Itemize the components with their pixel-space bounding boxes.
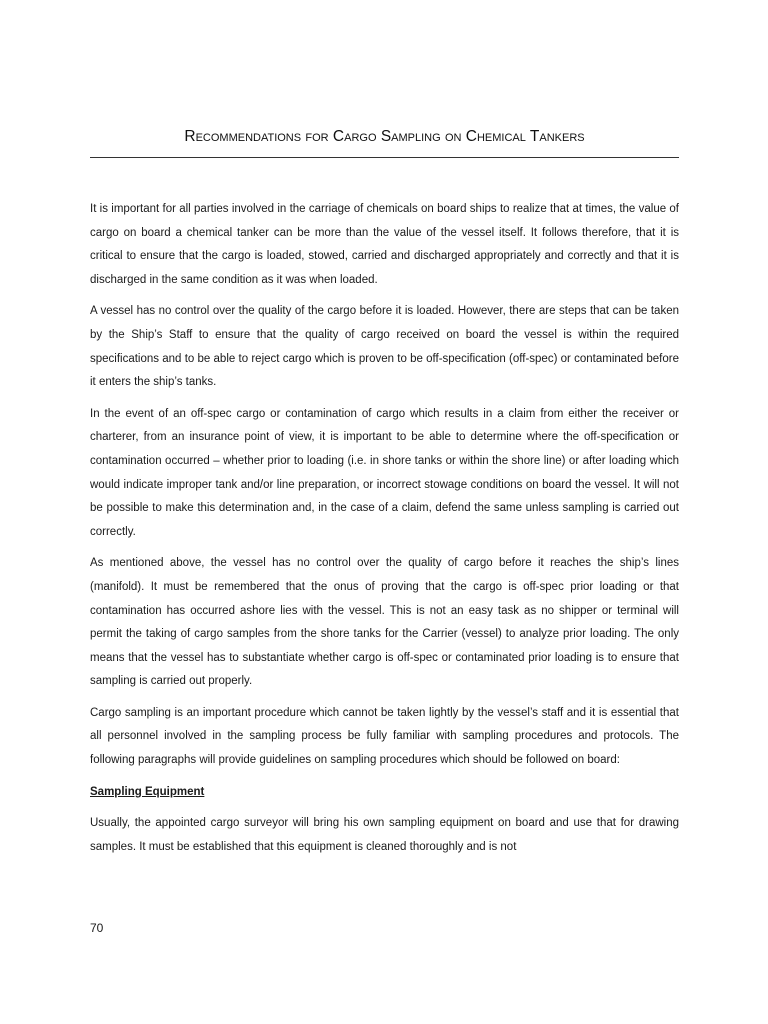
title-divider	[90, 157, 679, 158]
page-title: Recommendations for Cargo Sampling on Chemical Tankers	[184, 128, 585, 145]
paragraph-manifold: As mentioned above, the vessel has no control over the quality of cargo before it reaches the ship’s lines (manifold). It must be remembered that the onus of proving that the cargo is off-spec prior loading or that contamination has occurred ashore lies with the vessel. This is not an easy task as no shipper or terminal will permit the taking of cargo samples from the shore tanks for the Carrier (vessel) to analyze prior loading. The only means that the vessel has to substantiate whether cargo is off-spec or contaminated prior loading is to ensure that sampling is carried out properly.	[90, 557, 679, 688]
paragraph-intro: It is important for all parties involved in the carriage of chemicals on board ships to realize that at times, the value of cargo on board a chemical tanker can be more than the value of the vessel itself. It follows therefore, that it is critical to ensure that the cargo is loaded, stowed, carried and discharged appropriately and correctly and that it is discharged in the same condition as it was when loaded.	[90, 203, 679, 286]
paragraph-claims: In the event of an off-spec cargo or contamination of cargo which results in a claim from either the receiver or charterer, from an insurance point of view, it is important to be able to determine where the off-specification or contamination occurred – whether prior to loading (i.e. in shore tanks or within the shore line) or after loading which would indicate improper tank and/or line preparation, or incorrect stowage conditions on board the vessel. It will not be possible to make this determination and, in the case of a claim, defend the same unless sampling is carried out correctly.	[90, 407, 679, 538]
document-body	[90, 198, 679, 867]
paragraph-procedure: Cargo sampling is an important procedure which cannot be taken lightly by the vessel’s staff and it is essential that all personnel involved in the sampling process be fully familiar with sampling procedures and protocols. The following paragraphs will provide guidelines on sampling procedures which should be followed on board:	[90, 706, 679, 767]
paragraph-quality-control: A vessel has no control over the quality of the cargo before it is loaded. However, there are steps that can be taken by the Ship’s Staff to ensure that the quality of cargo received on board the vessel is within the required specifications and to be able to reject cargo which is proven to be off-specification (off-spec) or contaminated before it enters the ship’s tanks.	[90, 305, 679, 389]
paragraph-sampling-equipment: Usually, the appointed cargo surveyor will bring his own sampling equipment on board and use that for drawing samples. It must be established that this equipment is cleaned thoroughly and is not	[90, 817, 679, 853]
page-number: 70	[90, 921, 104, 935]
section-heading-sampling-equipment: Sampling Equipment	[90, 785, 205, 798]
